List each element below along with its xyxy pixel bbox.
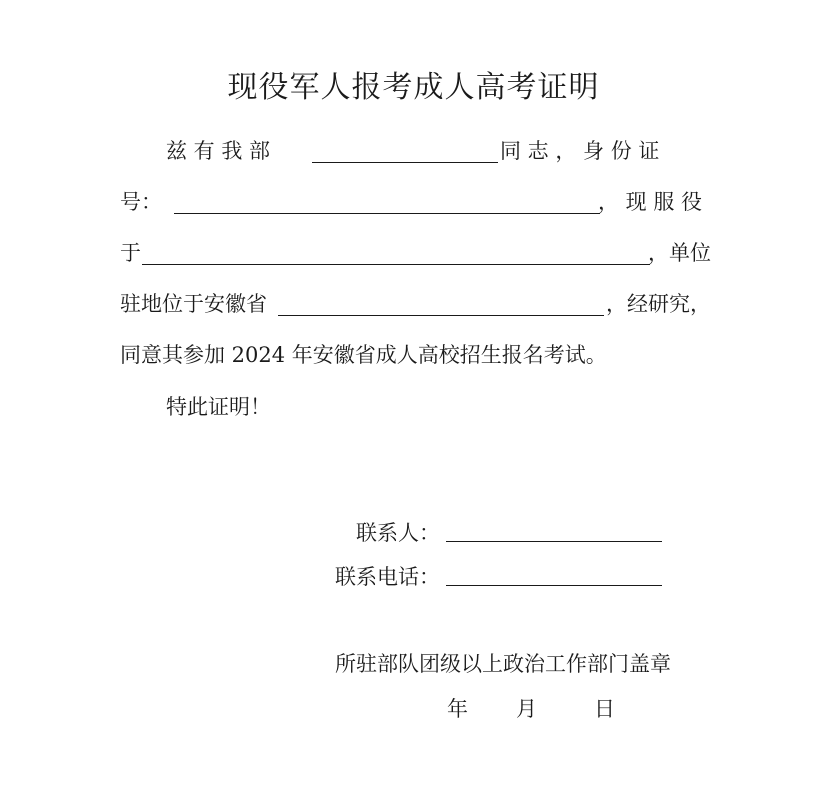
body-line-2: [120, 187, 705, 217]
location-blank: [278, 315, 604, 316]
line4-prefix: 驻地位于安徽省: [120, 292, 267, 316]
date-day: 日: [594, 697, 615, 721]
line1-prefix: 兹 有 我 部: [166, 139, 271, 163]
name-blank: [312, 162, 498, 163]
line4-suffix: ，经研究，: [606, 292, 711, 316]
body-line-5: [120, 340, 705, 370]
service-unit-blank: [142, 264, 650, 265]
document-title: 现役军人报考成人高考证明: [227, 70, 600, 105]
line6-text: 特此证明！: [166, 395, 271, 419]
contact-person-blank: [446, 541, 662, 542]
department-seal-text: 所驻部队团级以上政治工作部门盖章: [335, 652, 671, 676]
body-line-3: [120, 238, 711, 268]
line2-suffix: ， 现 服 役: [598, 190, 703, 214]
id-number-blank: [174, 213, 600, 214]
body-line-6: [120, 392, 705, 422]
contact-phone-blank: [446, 585, 662, 586]
line3-prefix: 于: [120, 241, 141, 265]
line1-suffix: 同 志 ， 身 份 证: [500, 139, 660, 163]
line2-prefix: 号：: [120, 190, 162, 214]
date-month: 月: [516, 697, 537, 721]
line5-text: 同意其参加 2024 年安徽省成人高校招生报名考试。: [120, 343, 607, 367]
line3-suffix: ，单位: [648, 241, 711, 265]
contact-phone-label: 联系电话：: [335, 565, 440, 589]
date-year: 年: [447, 697, 468, 721]
body-line-4: [120, 289, 711, 319]
contact-person-label: 联系人：: [356, 521, 440, 545]
body-line-1: [120, 136, 705, 166]
